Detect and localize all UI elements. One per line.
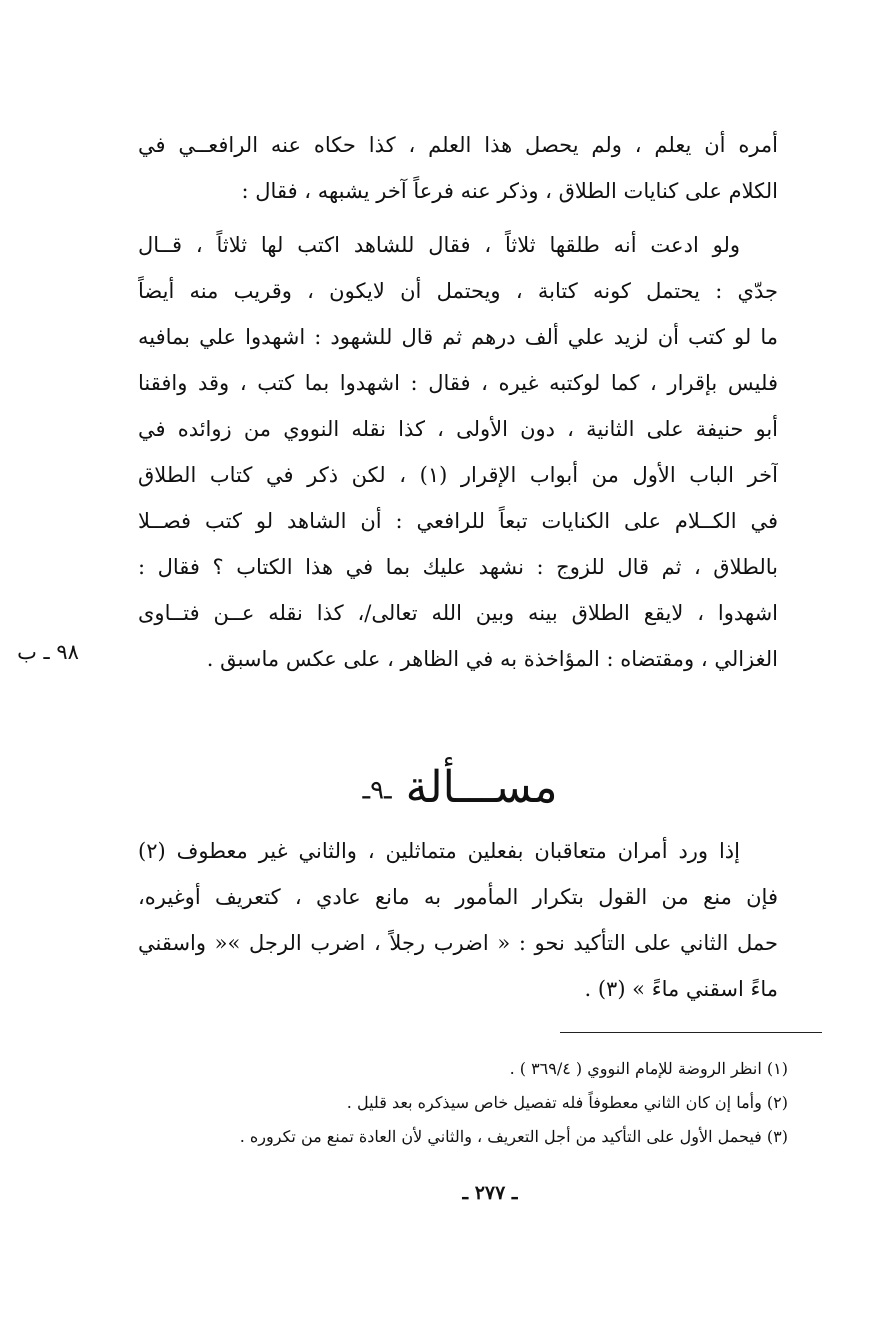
paragraph-3 bbox=[138, 828, 778, 1012]
heading-word: مســـألة bbox=[405, 762, 558, 813]
text-line: الكلام على كنايات الطلاق ، وذكر عنه فرعاً آخر يشبهه ، فقال : bbox=[241, 179, 778, 203]
text-line: جدّي : يحتمل كونه كتابة ، ويحتمل أن لايكون ، وقريب منه أيضاً bbox=[138, 279, 778, 303]
text-line: في الكــلام على الكنايات تبعاً للرافعي : أن الشاهد لو كتب فصــلا bbox=[138, 509, 778, 533]
text-line: آخر الباب الأول من أبواب الإقرار (١) ، لكن ذكر في كتاب الطلاق bbox=[138, 463, 778, 487]
text-line: ما لو كتب أن لزيد علي ألف درهم ثم قال للشهود : اشهدوا علي بمافيه bbox=[138, 325, 778, 349]
text-line: فإن منع من القول بتكرار المأمور به مانع عادي ، كتعريف أوغيره، bbox=[138, 885, 778, 909]
paragraph-gap bbox=[138, 214, 778, 222]
heading-number: ـ٩ـ bbox=[362, 775, 392, 806]
footnote-1: (١) انظر الروضة للإمام النووي ( ٣٦٩/٤ ) . bbox=[509, 1059, 788, 1078]
text-line: حمل الثاني على التأكيد نحو : « اضرب رجلاً ، اضرب الرجل »« واسقني bbox=[138, 931, 778, 955]
footnote-divider bbox=[560, 1032, 822, 1033]
paragraph-1 bbox=[138, 122, 778, 214]
text-line: اشهدوا ، لايقع الطلاق بينه وبين الله تعالى/، كذا نقله عــن فتــاوى bbox=[138, 601, 778, 625]
text-line: الغزالي ، ومقتضاه : المؤاخذة به في الظاهر ، على عكس ماسبق . bbox=[206, 647, 778, 671]
paragraph-2 bbox=[138, 222, 778, 682]
page-number: ـ ٢٧٧ ـ bbox=[462, 1182, 518, 1204]
footnotes bbox=[160, 1052, 788, 1154]
text-line: أمره أن يعلم ، ولم يحصل هذا العلم ، كذا حكاه عنه الرافعــي في bbox=[138, 133, 778, 157]
footnote-3: (٣) فيحمل الأول على التأكيد من أجل التعريف ، والثاني لأن العادة تمنع من تكروره . bbox=[239, 1127, 788, 1146]
text-line: بالطلاق ، ثم قال للزوج : نشهد عليك بما في هذا الكتاب ؟ فقال : bbox=[138, 555, 778, 579]
manuscript-folio-note: ٩٨ ـ ب bbox=[17, 640, 79, 664]
body-text bbox=[138, 122, 778, 682]
footnote-2: (٢) وأما إن كان الثاني معطوفاً فله تفصيل خاص سيذكره بعد قليل . bbox=[346, 1093, 788, 1112]
text-line: ولو ادعت أنه طلقها ثلاثاً ، فقال للشاهد اكتب لها ثلاثاً ، قــال bbox=[138, 233, 740, 257]
text-line: فليس بإقرار ، كما لوكتبه غيره ، فقال : اشهدوا بما كتب ، وقد وافقنا bbox=[138, 371, 778, 395]
text-line: ماءً اسقني ماءً » (٣) . bbox=[584, 977, 778, 1001]
section-heading bbox=[300, 758, 620, 821]
text-line: أبو حنيفة على الثانية ، دون الأولى ، كذا نقله النووي من زوائده في bbox=[138, 417, 778, 441]
text-line: إذا ورد أمران متعاقبان بفعلين متماثلين ، والثاني غير معطوف (٢) bbox=[138, 839, 740, 863]
section-text bbox=[138, 828, 778, 1012]
